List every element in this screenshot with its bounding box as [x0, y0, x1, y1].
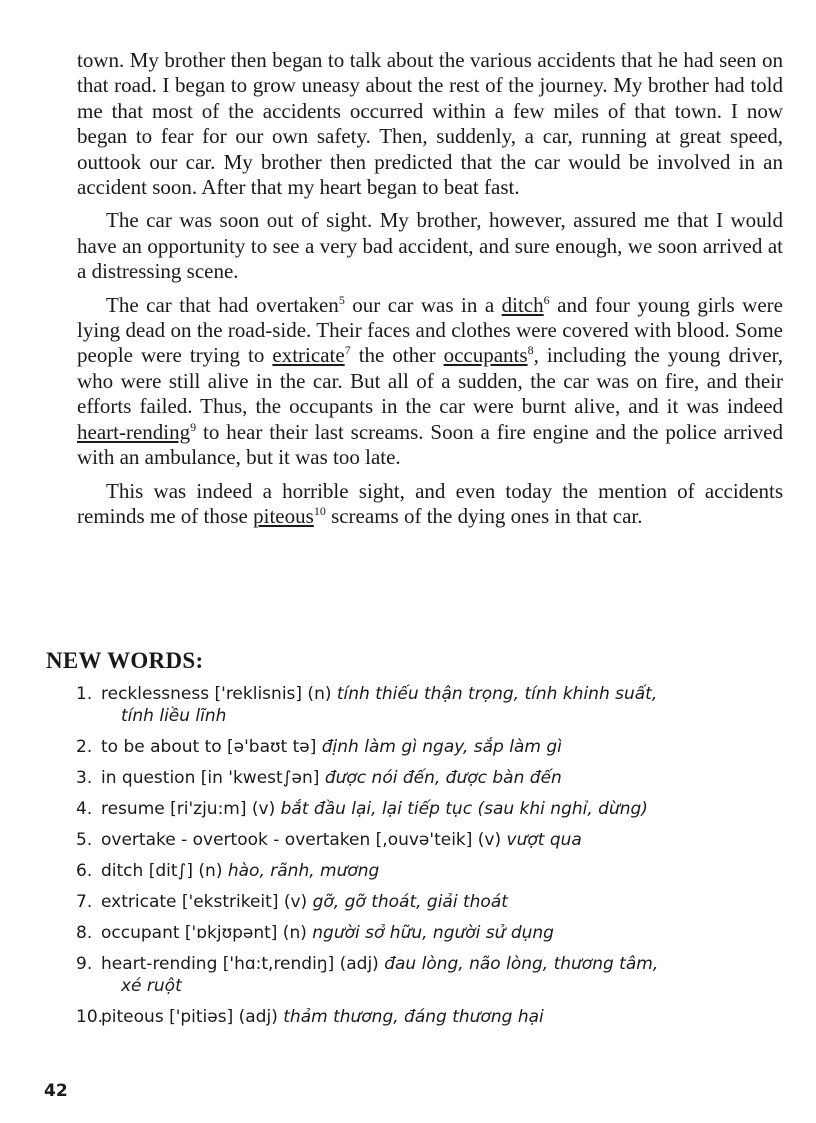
paragraph-3-text-e: , including the young driver, who were still alive in the car. But all of a sudden, the car was on fire, and their efforts failed. Thus, the occupants in the car were burnt alive, and it was indeed [77, 343, 783, 419]
word-item [76, 736, 796, 758]
word-number: 6. [76, 861, 93, 881]
word-number: 1. [76, 684, 93, 704]
vocab-extricate: extricate [272, 343, 345, 368]
paragraph-2 [77, 208, 783, 284]
paragraph-3-text-c: and four young girls were lying dead on the road-side. Their faces and clothes were covered with blood. Some people were trying to [77, 292, 783, 368]
paragraph-3-text-a: The car that had overtaken [106, 292, 339, 317]
paragraph-4-text-a: This was indeed a horrible sight, and even today the mention of accidents reminds me of those [77, 478, 783, 528]
vocab-ditch: ditch [501, 292, 544, 317]
new-words-heading: NEW WORDS: [46, 648, 204, 673]
word-meaning: tính thiếu thận trọng, tính khinh suất, [336, 684, 658, 704]
word-item [76, 767, 796, 789]
word-number: 2. [76, 737, 93, 757]
word-meaning: vượt qua [506, 830, 582, 850]
word-entry: occupant ['ɒkjʊpənt] (n) [101, 923, 313, 943]
word-number: 8. [76, 923, 93, 943]
paragraph-1-text: town. My brother then began to talk about the various accidents that he had seen on that road. I began to grow uneasy about the rest of the journey. My brother had told me that most of the accidents occurred within a few miles of that town. I now began to fear for our own safety. Then, suddenly, a car, running at great speed, outtook our car. My brother then predicted that the car would be involved in an accident soon. After that my heart began to beat fast. [77, 48, 783, 200]
paragraph-1 [77, 48, 783, 200]
paragraph-3-text-f: to hear their last screams. Soon a fire engine and the police arrived with an ambulance, but it was too late. [77, 419, 783, 470]
paragraph-3-text-d: the other [350, 343, 444, 368]
word-number: 4. [76, 799, 93, 819]
word-number: 7. [76, 892, 93, 912]
word-entry: overtake - overtook - overtaken [,ouvə'teik] (v) [101, 830, 507, 850]
word-item [76, 860, 796, 882]
word-number: 5. [76, 830, 93, 850]
word-entry: piteous ['pitiəs] (adj) [101, 1007, 284, 1027]
word-entry: in question [in 'kwest∫ən] [101, 768, 325, 788]
footnote-ref-6: 6 [543, 292, 550, 307]
word-item [76, 798, 796, 820]
word-item [76, 1006, 796, 1028]
paragraph-4 [77, 479, 783, 530]
word-item [76, 829, 796, 851]
word-item [76, 683, 796, 727]
word-meaning-continued: xé ruột [121, 976, 182, 996]
word-meaning: người sở hữu, người sử dụng [312, 923, 554, 943]
word-entry: recklessness ['reklisnis] (n) [101, 684, 337, 704]
new-words-list [76, 683, 796, 1037]
word-item [76, 922, 796, 944]
word-entry: ditch [dit∫] (n) [101, 861, 228, 881]
word-item [76, 891, 796, 913]
word-meaning: thảm thương, đáng thương hại [283, 1007, 544, 1027]
word-number: 3. [76, 768, 93, 788]
word-number: 10. [76, 1007, 104, 1027]
word-meaning: hào, rãnh, mương [227, 861, 380, 881]
vocab-occupants: occupants [443, 343, 528, 368]
footnote-ref-5: 5 [338, 292, 345, 307]
footnote-ref-7: 7 [344, 343, 351, 358]
word-item [76, 953, 796, 997]
word-meaning: định làm gì ngay, sắp làm gì [321, 737, 562, 757]
footnote-ref-10: 10 [313, 503, 326, 518]
word-meaning: đau lòng, não lòng, thương tâm, [384, 954, 659, 974]
word-entry: extricate ['ekstrikeit] (v) [101, 892, 313, 912]
word-entry: resume [ri'zju:m] (v) [101, 799, 281, 819]
word-entry: heart-rending ['hɑ:t,rendiŋ] (adj) [101, 954, 385, 974]
word-number: 9. [76, 954, 93, 974]
paragraph-2-text: The car was soon out of sight. My brother, however, assured me that I would have an opportunity to see a very bad accident, and sure enough, we soon arrived at a distressing scene. [77, 208, 783, 284]
word-meaning: được nói đến, được bàn đến [324, 768, 562, 788]
word-meaning: bắt đầu lại, lại tiếp tục (sau khi nghỉ, dừng) [280, 799, 648, 819]
footnote-ref-9: 9 [190, 419, 197, 434]
word-entry: to be about to [ə'baʊt tə] [101, 737, 322, 757]
page-number: 42 [44, 1081, 68, 1101]
paragraph-3 [77, 293, 783, 471]
vocab-heart-rending: heart-rending [77, 419, 191, 444]
word-meaning-continued: tính liều lĩnh [121, 706, 227, 726]
story-text [77, 48, 783, 537]
paragraph-4-text-b: screams of the dying ones in that car. [325, 503, 643, 528]
word-meaning: gỡ, gỡ thoát, giải thoát [312, 892, 508, 912]
paragraph-3-text-b: our car was in a [344, 292, 502, 317]
footnote-ref-8: 8 [527, 343, 534, 358]
vocab-piteous: piteous [253, 503, 314, 528]
